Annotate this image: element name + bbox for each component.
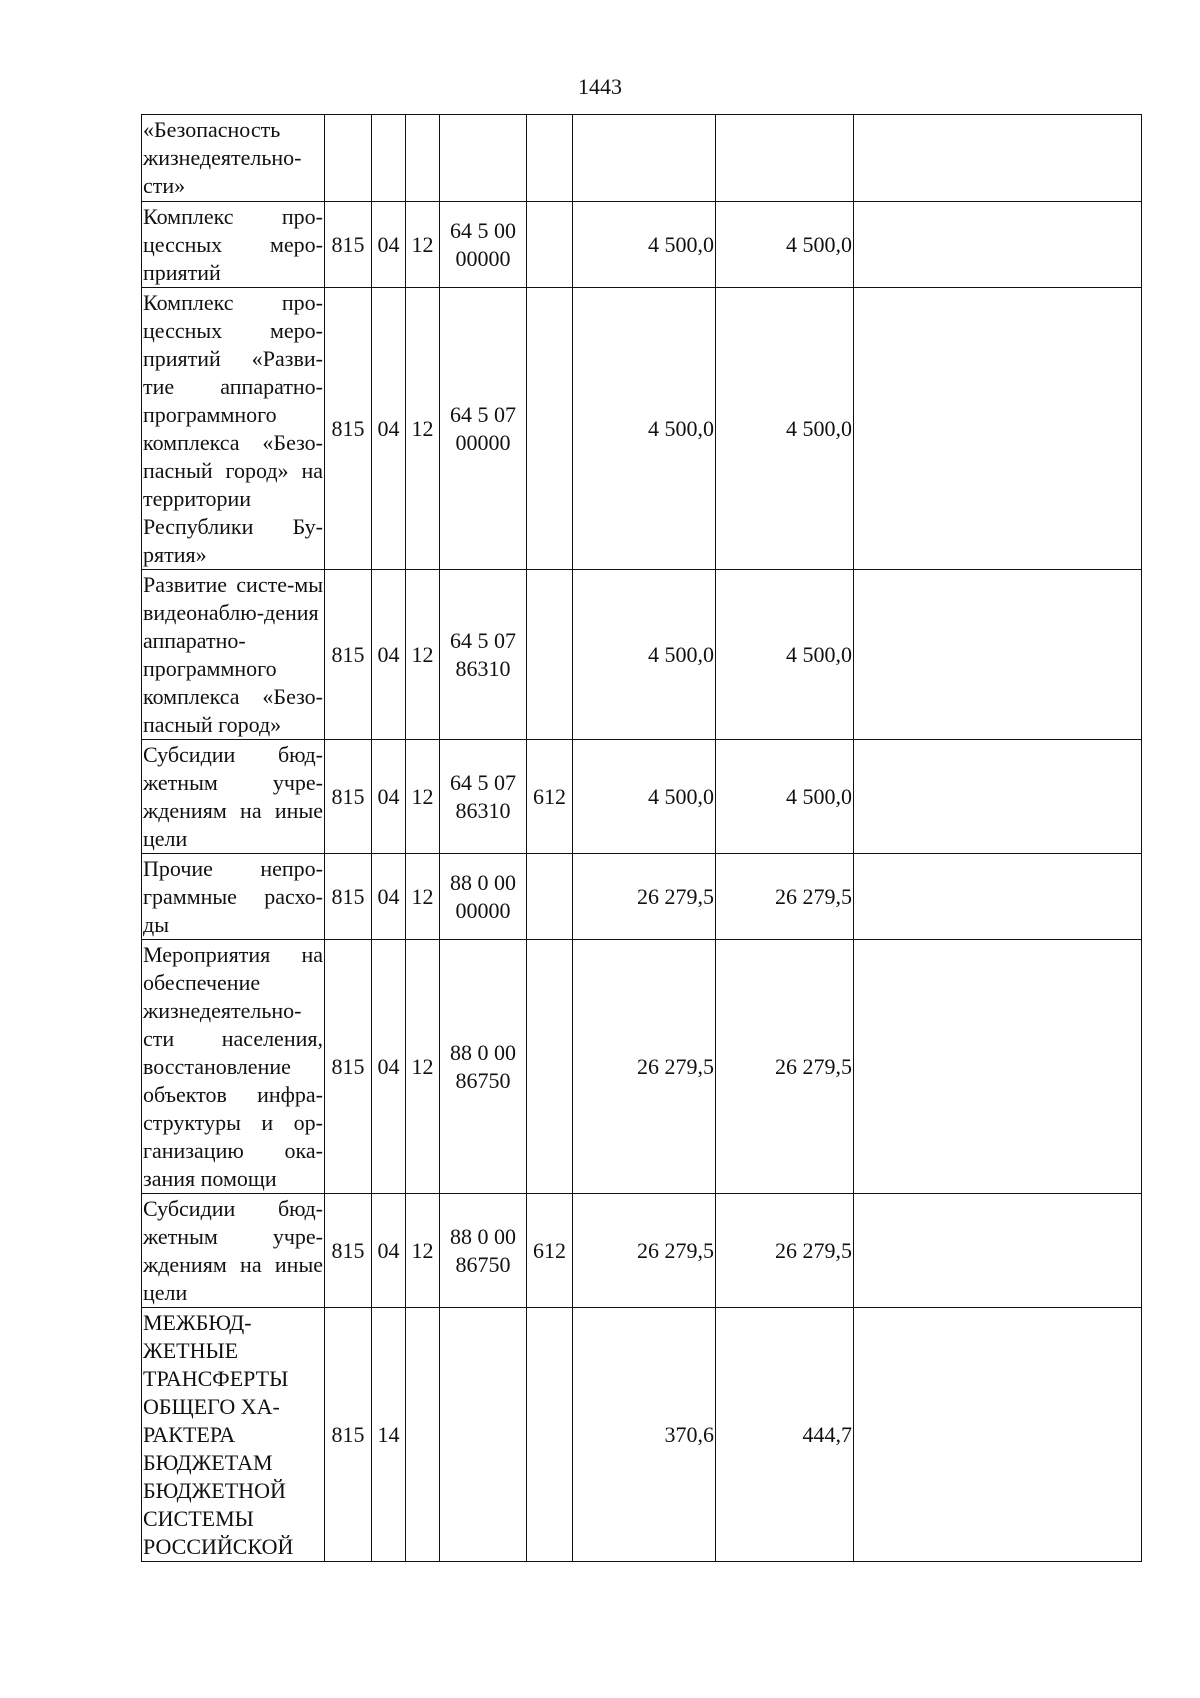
expense-type-code	[527, 940, 573, 1194]
amount-year1: 4 500,0	[573, 288, 716, 570]
target-article-part1: 64 5 07	[450, 627, 516, 653]
expense-type-code	[527, 115, 573, 202]
empty-cell	[854, 202, 1142, 288]
row-name: Мероприятия на обеспечение жизнедеятельно-сти населения, восстановление объектов инфра-структуры и ор-ганизацию ока-зания помощи	[142, 940, 325, 1194]
subsection-code: 12	[406, 288, 440, 570]
row-name: Комплекс про-цессных меро-приятий «Разви-тие аппаратно-программного комплекса «Безо-пасный город» на территории Республики Бу-рятия»	[142, 288, 325, 570]
amount-year1: 4 500,0	[573, 570, 716, 740]
amount-year2: 26 279,5	[716, 1194, 854, 1308]
target-article-code	[440, 1308, 527, 1562]
amount-year2: 444,7	[716, 1308, 854, 1562]
grbs-code: 815	[325, 288, 372, 570]
target-article-code	[440, 570, 527, 740]
amount-year1: 26 279,5	[573, 940, 716, 1194]
subsection-code	[406, 115, 440, 202]
amount-year2	[716, 115, 854, 202]
target-article-part2: 00000	[455, 897, 511, 923]
subsection-code: 12	[406, 202, 440, 288]
row-name: Субсидии бюд-жетным учре-ждениям на иные цели	[142, 740, 325, 854]
expense-type-code	[527, 570, 573, 740]
subsection-code: 12	[406, 740, 440, 854]
section-code: 04	[372, 1194, 406, 1308]
expense-type-code: 612	[527, 1194, 573, 1308]
subsection-code	[406, 1308, 440, 1562]
target-article-part2: 86310	[455, 797, 511, 823]
section-code: 04	[372, 570, 406, 740]
target-article-code	[440, 1194, 527, 1308]
expense-type-code	[527, 854, 573, 940]
grbs-code: 815	[325, 202, 372, 288]
section-code: 14	[372, 1308, 406, 1562]
amount-year2: 4 500,0	[716, 740, 854, 854]
subsection-code: 12	[406, 570, 440, 740]
grbs-code	[325, 115, 372, 202]
grbs-code: 815	[325, 740, 372, 854]
table-row	[142, 570, 1142, 740]
table-row	[142, 288, 1142, 570]
table-row	[142, 115, 1142, 202]
amount-year2: 4 500,0	[716, 288, 854, 570]
expense-type-code	[527, 1308, 573, 1562]
amount-year2: 4 500,0	[716, 570, 854, 740]
amount-year2: 26 279,5	[716, 940, 854, 1194]
row-name: Субсидии бюд-жетным учре-ждениям на иные цели	[142, 1194, 325, 1308]
amount-year2: 26 279,5	[716, 854, 854, 940]
target-article-part1: 64 5 07	[450, 401, 516, 427]
empty-cell	[854, 1194, 1142, 1308]
target-article-part2: 86310	[455, 655, 511, 681]
section-code: 04	[372, 288, 406, 570]
target-article-code	[440, 288, 527, 570]
amount-year1: 4 500,0	[573, 202, 716, 288]
amount-year1: 26 279,5	[573, 1194, 716, 1308]
table-row	[142, 1194, 1142, 1308]
table-row	[142, 202, 1142, 288]
grbs-code: 815	[325, 570, 372, 740]
amount-year1: 4 500,0	[573, 740, 716, 854]
target-article-part1: 88 0 00	[450, 1223, 516, 1249]
empty-cell	[854, 1308, 1142, 1562]
target-article-code	[440, 854, 527, 940]
amount-year1: 370,6	[573, 1308, 716, 1562]
amount-year2: 4 500,0	[716, 202, 854, 288]
grbs-code: 815	[325, 1308, 372, 1562]
empty-cell	[854, 740, 1142, 854]
subsection-code: 12	[406, 854, 440, 940]
table-row	[142, 1308, 1142, 1562]
expense-type-code	[527, 288, 573, 570]
table-row	[142, 940, 1142, 1194]
row-name: Прочие непро-граммные расхо-ды	[142, 854, 325, 940]
grbs-code: 815	[325, 854, 372, 940]
subsection-code: 12	[406, 1194, 440, 1308]
expense-type-code: 612	[527, 740, 573, 854]
target-article-code	[440, 202, 527, 288]
target-article-part2: 00000	[455, 429, 511, 455]
target-article-part2: 86750	[455, 1067, 511, 1093]
target-article-part1: 64 5 00	[450, 217, 516, 243]
target-article-code	[440, 740, 527, 854]
target-article-code	[440, 115, 527, 202]
row-name: Комплекс про-цессных меро-приятий	[142, 202, 325, 288]
target-article-part1: 88 0 00	[450, 869, 516, 895]
empty-cell	[854, 940, 1142, 1194]
table-row	[142, 740, 1142, 854]
section-code: 04	[372, 940, 406, 1194]
empty-cell	[854, 115, 1142, 202]
target-article-code	[440, 940, 527, 1194]
amount-year1	[573, 115, 716, 202]
section-code	[372, 115, 406, 202]
section-code: 04	[372, 740, 406, 854]
target-article-part2: 00000	[455, 245, 511, 271]
empty-cell	[854, 854, 1142, 940]
row-name: «Безопасность жизнедеятельно-сти»	[142, 115, 325, 202]
budget-table	[141, 114, 1142, 1562]
subsection-code: 12	[406, 940, 440, 1194]
section-code: 04	[372, 854, 406, 940]
table-row	[142, 854, 1142, 940]
row-name: Развитие систе-мы видеонаблю-дения аппаратно-программного комплекса «Безо-пасный город»	[142, 570, 325, 740]
empty-cell	[854, 288, 1142, 570]
target-article-part2: 86750	[455, 1251, 511, 1277]
section-code: 04	[372, 202, 406, 288]
grbs-code: 815	[325, 1194, 372, 1308]
target-article-part1: 88 0 00	[450, 1039, 516, 1065]
grbs-code: 815	[325, 940, 372, 1194]
expense-type-code	[527, 202, 573, 288]
amount-year1: 26 279,5	[573, 854, 716, 940]
page-number: 1443	[578, 74, 622, 99]
row-name: МЕЖБЮД-ЖЕТНЫЕ ТРАНСФЕРТЫ ОБЩЕГО ХА-РАКТЕРА БЮДЖЕТАМ БЮДЖЕТНОЙ СИСТЕМЫ РОССИЙСКОЙ	[142, 1308, 325, 1562]
target-article-part1: 64 5 07	[450, 769, 516, 795]
empty-cell	[854, 570, 1142, 740]
